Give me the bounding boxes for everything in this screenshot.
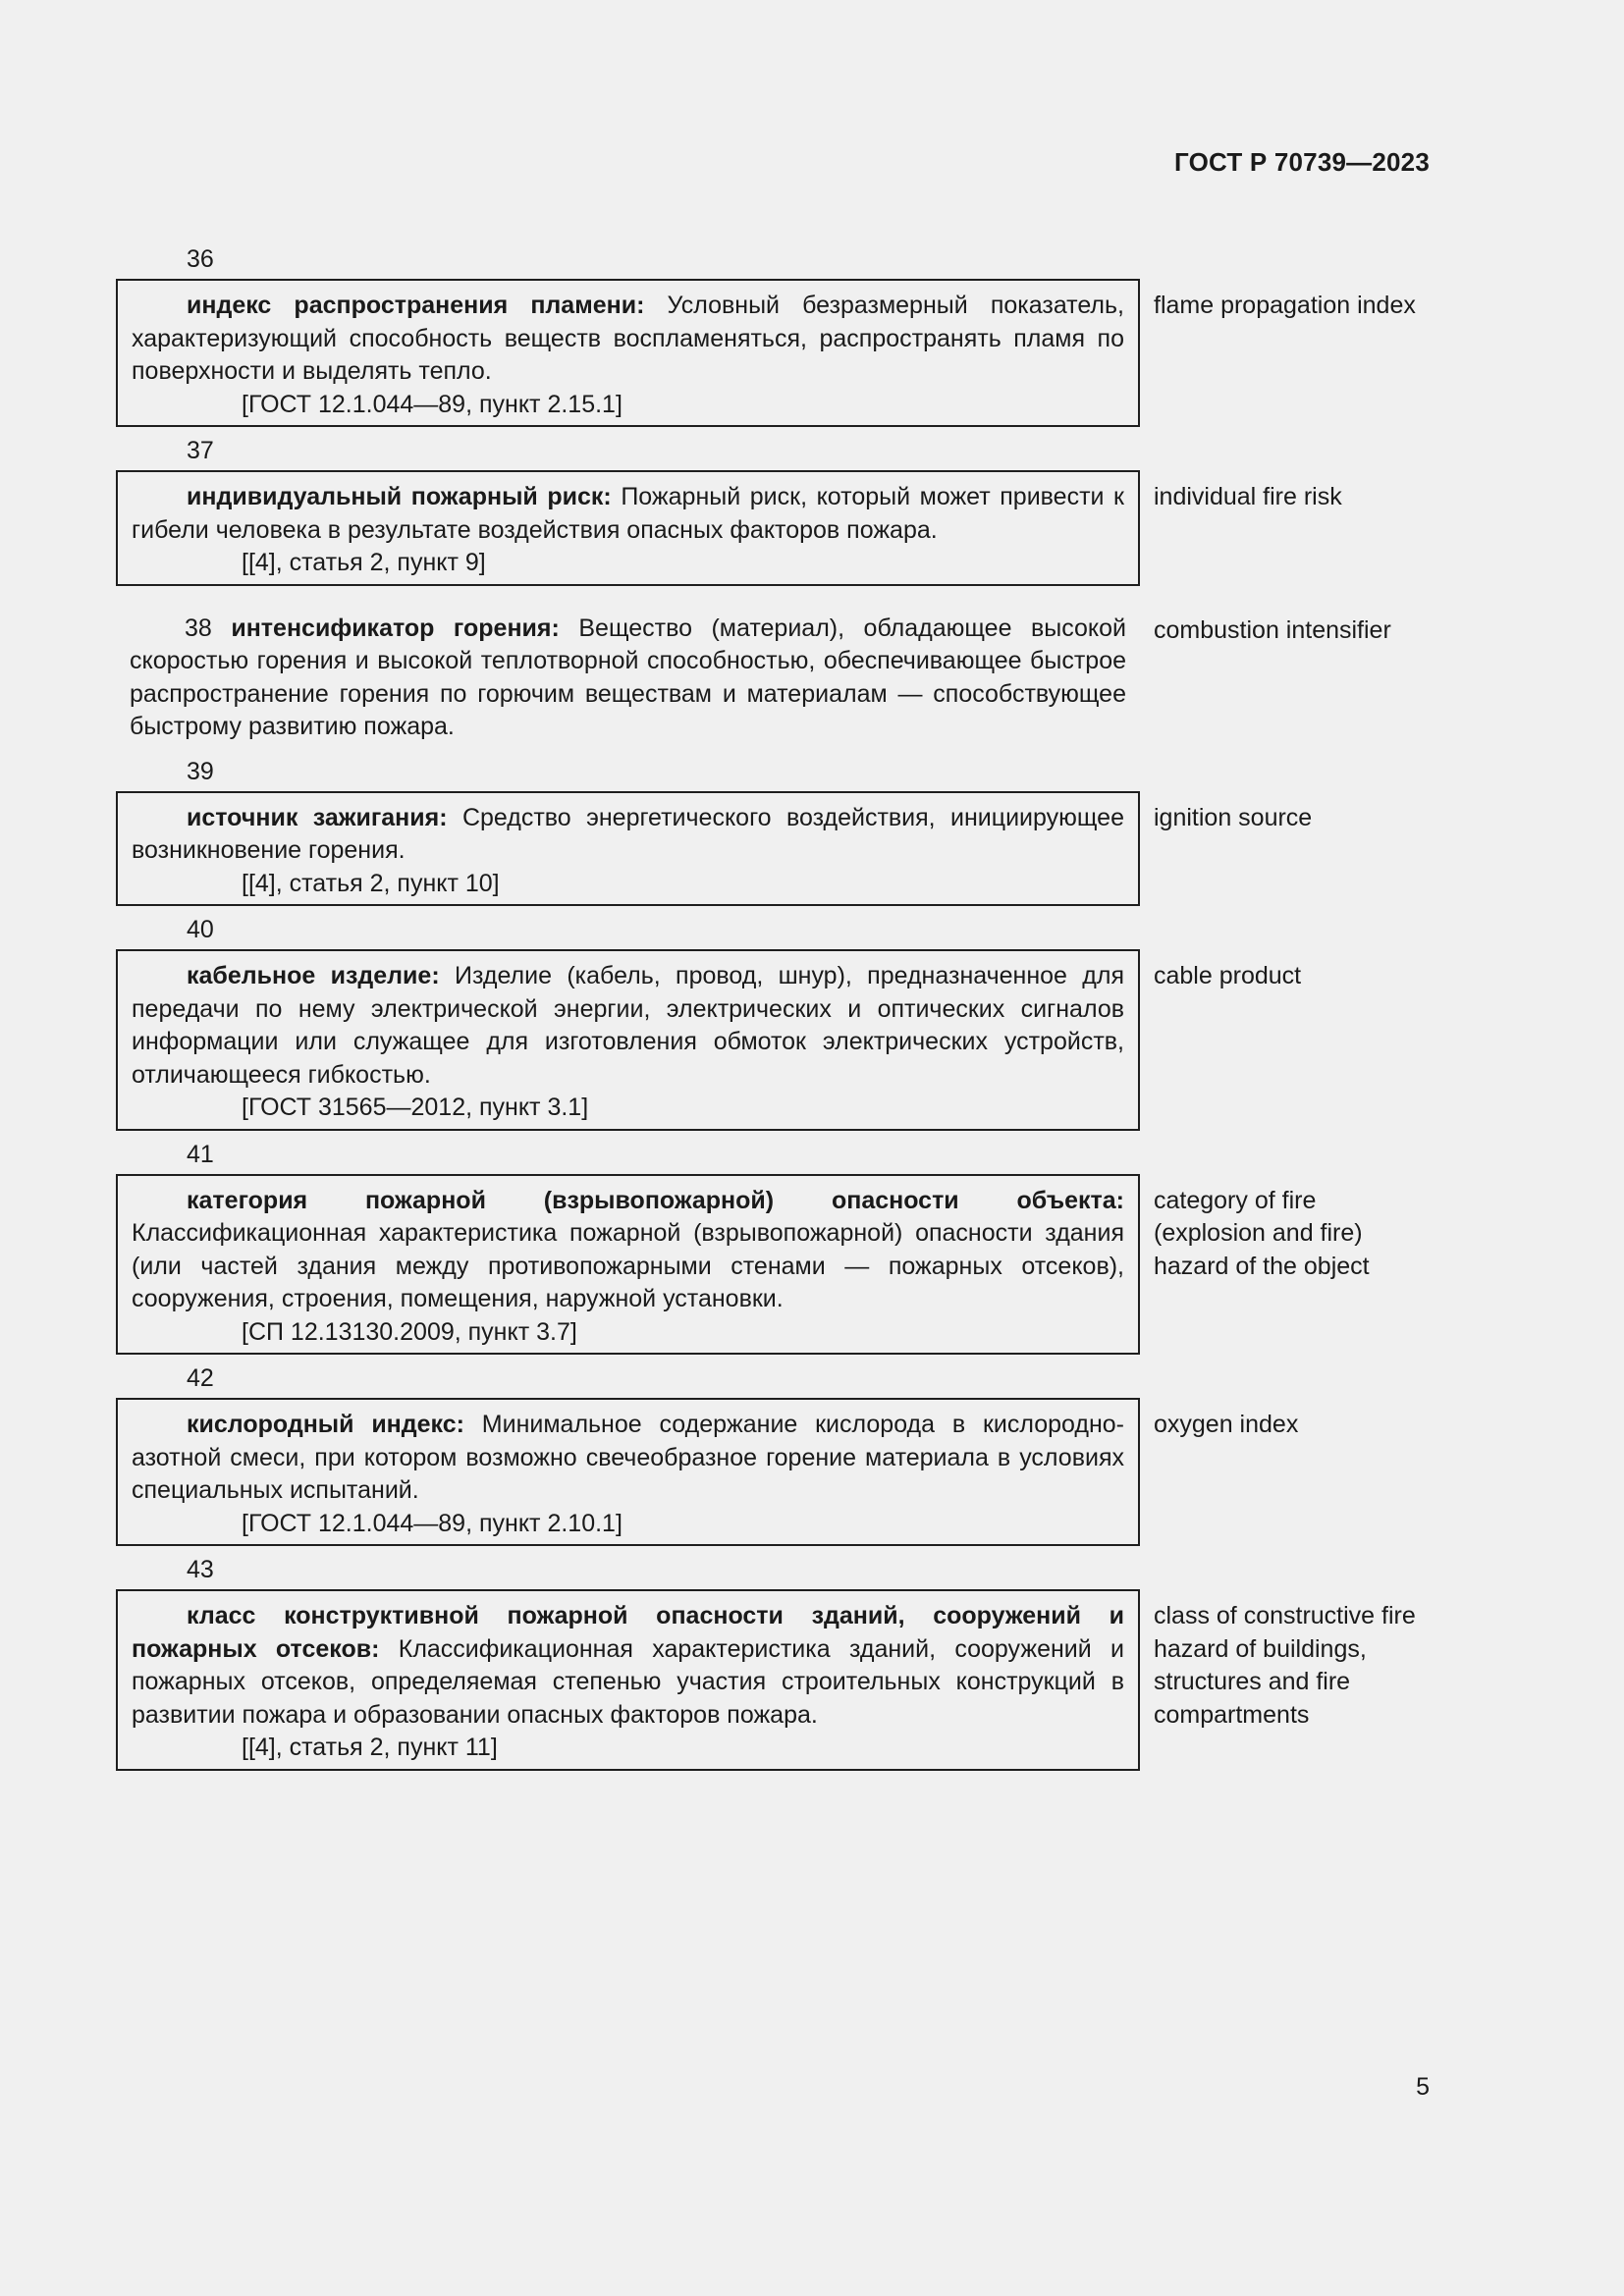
term-number: 37 xyxy=(187,437,214,464)
term-box xyxy=(116,470,1140,586)
term-definition: Средство энергетического воздействия, инициирующее возникновение горения. xyxy=(132,803,1124,864)
term-entry-40 xyxy=(116,906,1432,1131)
term-box xyxy=(116,949,1140,1131)
term-definition: Классификационная характеристика пожарной (взрывопожарной) опасности здания (или частей здания между противопожарными стенами — пожарных отсеков), сооружения, строения, помещения, наружной установки. xyxy=(132,1219,1124,1312)
term-plain xyxy=(116,604,1140,748)
term-source: [ГОСТ 12.1.044—89, пункт 2.15.1] xyxy=(242,390,623,418)
term-name: кабельное изделие: xyxy=(187,962,440,989)
term-entry-38 xyxy=(116,604,1432,748)
term-definition: Классификационная характеристика зданий, сооружений и пожарных отсеков, определяемая степенью участия строительных конструкций в развитии пожара и образовании опасных факторов пожара. xyxy=(132,1634,1124,1729)
term-source: [[4], статья 2, пункт 11] xyxy=(242,1734,498,1761)
term-source: [[4], статья 2, пункт 10] xyxy=(242,869,500,897)
term-entry-39 xyxy=(116,748,1432,907)
term-source: [[4], статья 2, пункт 9] xyxy=(242,549,486,576)
english-equivalent: category of fire (explosion and fire) hazard of the object xyxy=(1154,1186,1370,1280)
english-equivalent: flame propagation index xyxy=(1154,292,1416,319)
term-number: 41 xyxy=(187,1140,214,1168)
term-box xyxy=(116,279,1140,427)
term-name: категория пожарной (взрывопожарной) опасности объекта: xyxy=(187,1186,1124,1214)
term-definition: Вещество (материал), обладающее высокой скоростью горения и высокой теплотворной способностью, обеспечивающее быстрое распространение горения по горючим веществам и материалам — способствующее быстрому развитию пожара. xyxy=(130,614,1127,740)
term-source: [СП 12.13130.2009, пункт 3.7] xyxy=(242,1317,577,1346)
term-number: 42 xyxy=(187,1364,214,1392)
term-number: 40 xyxy=(187,916,214,943)
term-number: 38 xyxy=(185,614,212,642)
term-definition: Пожарный риск, который может привести к гибели человека в результате воздействия опасных факторов пожара. xyxy=(132,483,1124,544)
english-equivalent: cable product xyxy=(1154,962,1302,989)
term-entry-41 xyxy=(116,1131,1432,1356)
english-equivalent: ignition source xyxy=(1154,803,1313,831)
english-equivalent: class of constructive fire hazard of buildings, structures and fire compartments xyxy=(1154,1602,1416,1729)
english-equivalent: individual fire risk xyxy=(1154,483,1342,510)
term-source: [ГОСТ 12.1.044—89, пункт 2.10.1] xyxy=(242,1509,623,1537)
term-definition: Минимальное содержание кислорода в кислородно-азотной смеси, при котором возможно свечеобразное горение материала в условиях специальных испытаний. xyxy=(132,1411,1124,1504)
term-definition: Изделие (кабель, провод, шнур), предназначенное для передачи по нему электрической энергии, электрических и оптических сигналов информации или служащее для изготовления обмоток электрических устройств, отличающееся гибкостью. xyxy=(132,962,1124,1089)
term-definition: Условный безразмерный показатель, характеризующий способность веществ воспламеняться, распространять пламя по поверхности и выделять тепло. xyxy=(132,292,1124,385)
term-name: кислородный индекс: xyxy=(187,1411,464,1438)
term-name: класс конструктивной пожарной опасности зданий, сооружений и пожарных отсеков: xyxy=(132,1602,1124,1663)
term-entry-43 xyxy=(116,1546,1432,1771)
term-box xyxy=(116,1589,1140,1771)
term-entry-36 xyxy=(116,243,1432,427)
term-box xyxy=(116,1398,1140,1546)
english-equivalent: oxygen index xyxy=(1154,1411,1299,1438)
english-equivalent: combustion intensifier xyxy=(1154,615,1391,644)
term-entry-42 xyxy=(116,1355,1432,1546)
term-name: интенсификатор горения: xyxy=(231,614,560,642)
term-entry-37 xyxy=(116,427,1432,586)
document-header: ГОСТ Р 70739—2023 xyxy=(1174,147,1430,177)
page-number: 5 xyxy=(1416,2073,1430,2101)
term-box xyxy=(116,791,1140,907)
term-number: 43 xyxy=(187,1556,214,1583)
term-name: источник зажигания: xyxy=(187,803,448,831)
term-box xyxy=(116,1174,1140,1356)
terms-list xyxy=(116,243,1432,1771)
term-number: 39 xyxy=(187,757,214,785)
term-name: индекс распространения пламени: xyxy=(187,292,645,319)
term-source: [ГОСТ 31565—2012, пункт 3.1] xyxy=(242,1094,589,1121)
term-number: 36 xyxy=(187,245,214,273)
term-name: индивидуальный пожарный риск: xyxy=(187,483,612,510)
